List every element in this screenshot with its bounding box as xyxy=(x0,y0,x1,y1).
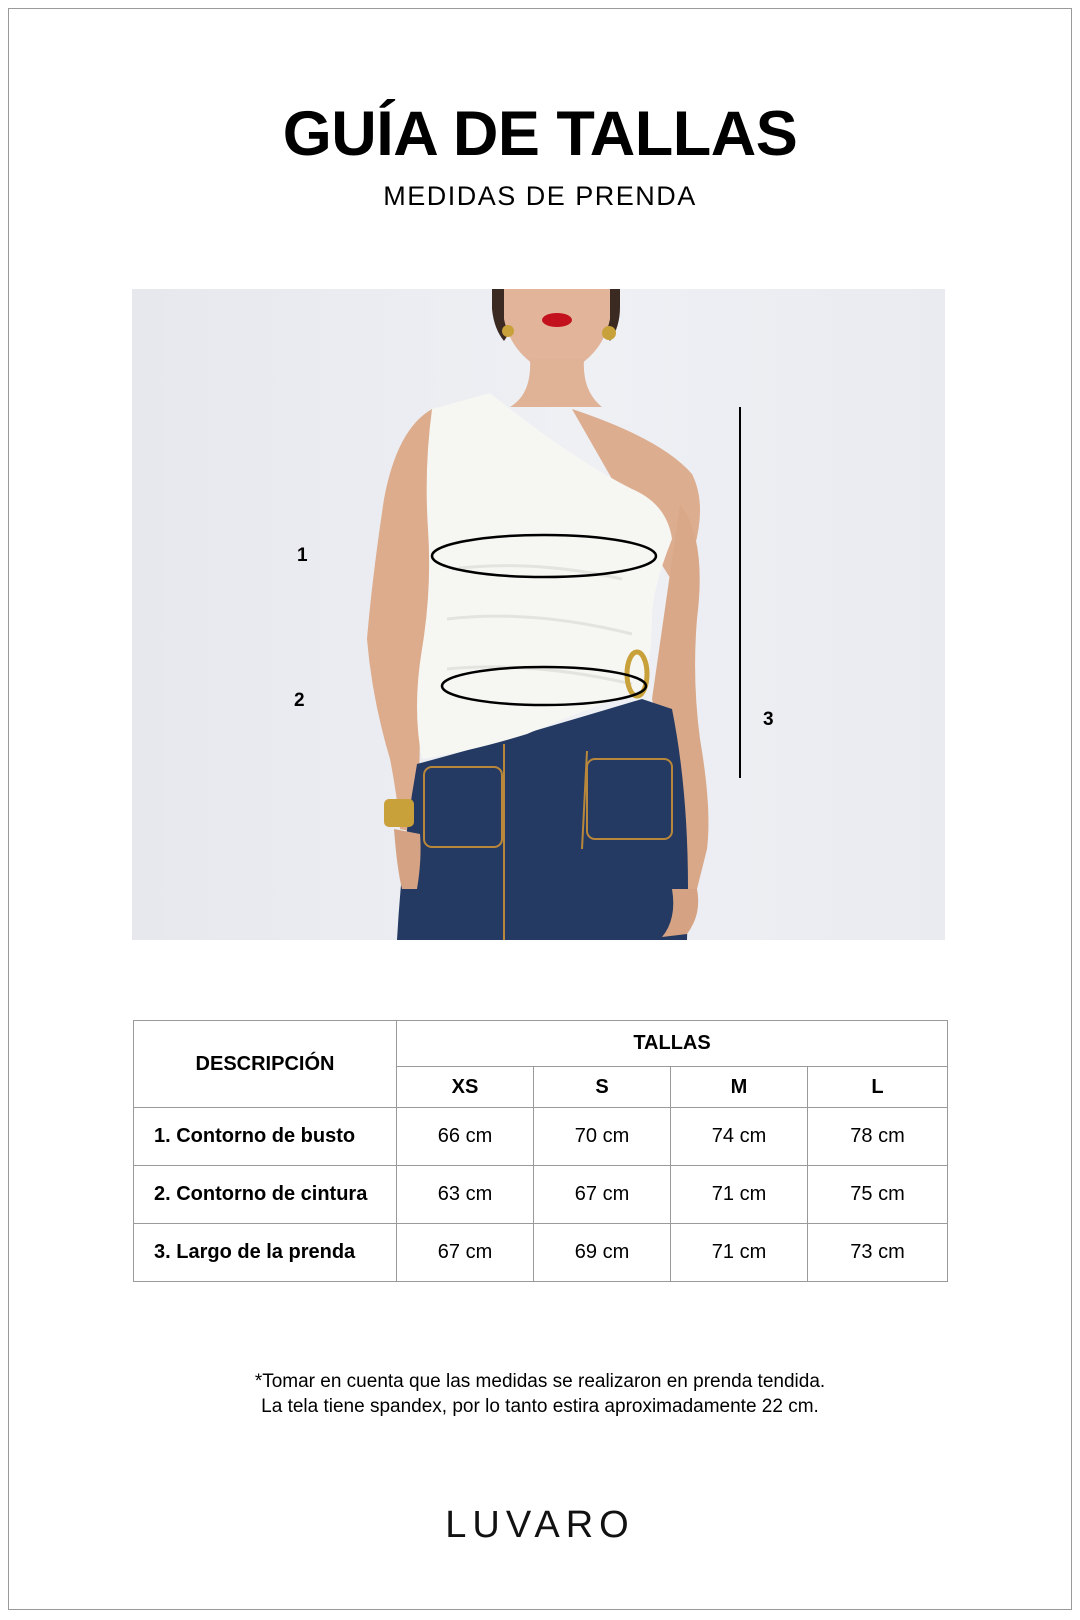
brand-logo: LUVARO xyxy=(445,1504,635,1546)
table-cell: 70 cm xyxy=(534,1108,671,1166)
model-photo xyxy=(132,289,945,940)
size-table xyxy=(133,1020,948,1282)
table-row xyxy=(134,1108,948,1166)
table-cell: 74 cm xyxy=(671,1108,808,1166)
table-cell: 73 cm xyxy=(808,1224,948,1282)
table-cell: 75 cm xyxy=(808,1166,948,1224)
earring-left xyxy=(502,325,514,337)
table-row xyxy=(134,1224,948,1282)
size-header-xs: XS xyxy=(397,1067,534,1108)
length-marker: 3 xyxy=(763,709,774,730)
model-neck xyxy=(510,359,602,407)
page-title: GUÍA DE TALLAS xyxy=(282,99,798,169)
table-cell: 67 cm xyxy=(534,1166,671,1224)
table-cell: 71 cm xyxy=(671,1166,808,1224)
bust-marker: 1 xyxy=(297,545,308,566)
size-header-l: L xyxy=(808,1067,948,1108)
size-header-m: M xyxy=(671,1067,808,1108)
row-label: 1. Contorno de busto xyxy=(134,1108,397,1166)
row-label: 2. Contorno de cintura xyxy=(134,1166,397,1224)
table-row xyxy=(134,1166,948,1224)
description-header: DESCRIPCIÓN xyxy=(134,1021,397,1108)
table-cell: 63 cm xyxy=(397,1166,534,1224)
note-line-2: La tela tiene spandex, por lo tanto estira aproximadamente 22 cm. xyxy=(261,1396,819,1417)
page-subtitle: MEDIDAS DE PRENDA xyxy=(383,181,697,211)
table-cell: 69 cm xyxy=(534,1224,671,1282)
table-cell: 67 cm xyxy=(397,1224,534,1282)
gold-bracelet xyxy=(384,799,414,827)
measurement-notes xyxy=(0,1369,1080,1419)
row-label: 3. Largo de la prenda xyxy=(134,1224,397,1282)
table-cell: 71 cm xyxy=(671,1224,808,1282)
model-lips xyxy=(542,313,572,327)
table-cell: 78 cm xyxy=(808,1108,948,1166)
sizes-header: TALLAS xyxy=(397,1021,948,1067)
table-cell: 66 cm xyxy=(397,1108,534,1166)
waist-marker: 2 xyxy=(294,690,305,711)
note-line-1: *Tomar en cuenta que las medidas se realizaron en prenda tendida. xyxy=(254,1371,826,1392)
size-header-s: S xyxy=(534,1067,671,1108)
earring-right xyxy=(602,326,616,340)
